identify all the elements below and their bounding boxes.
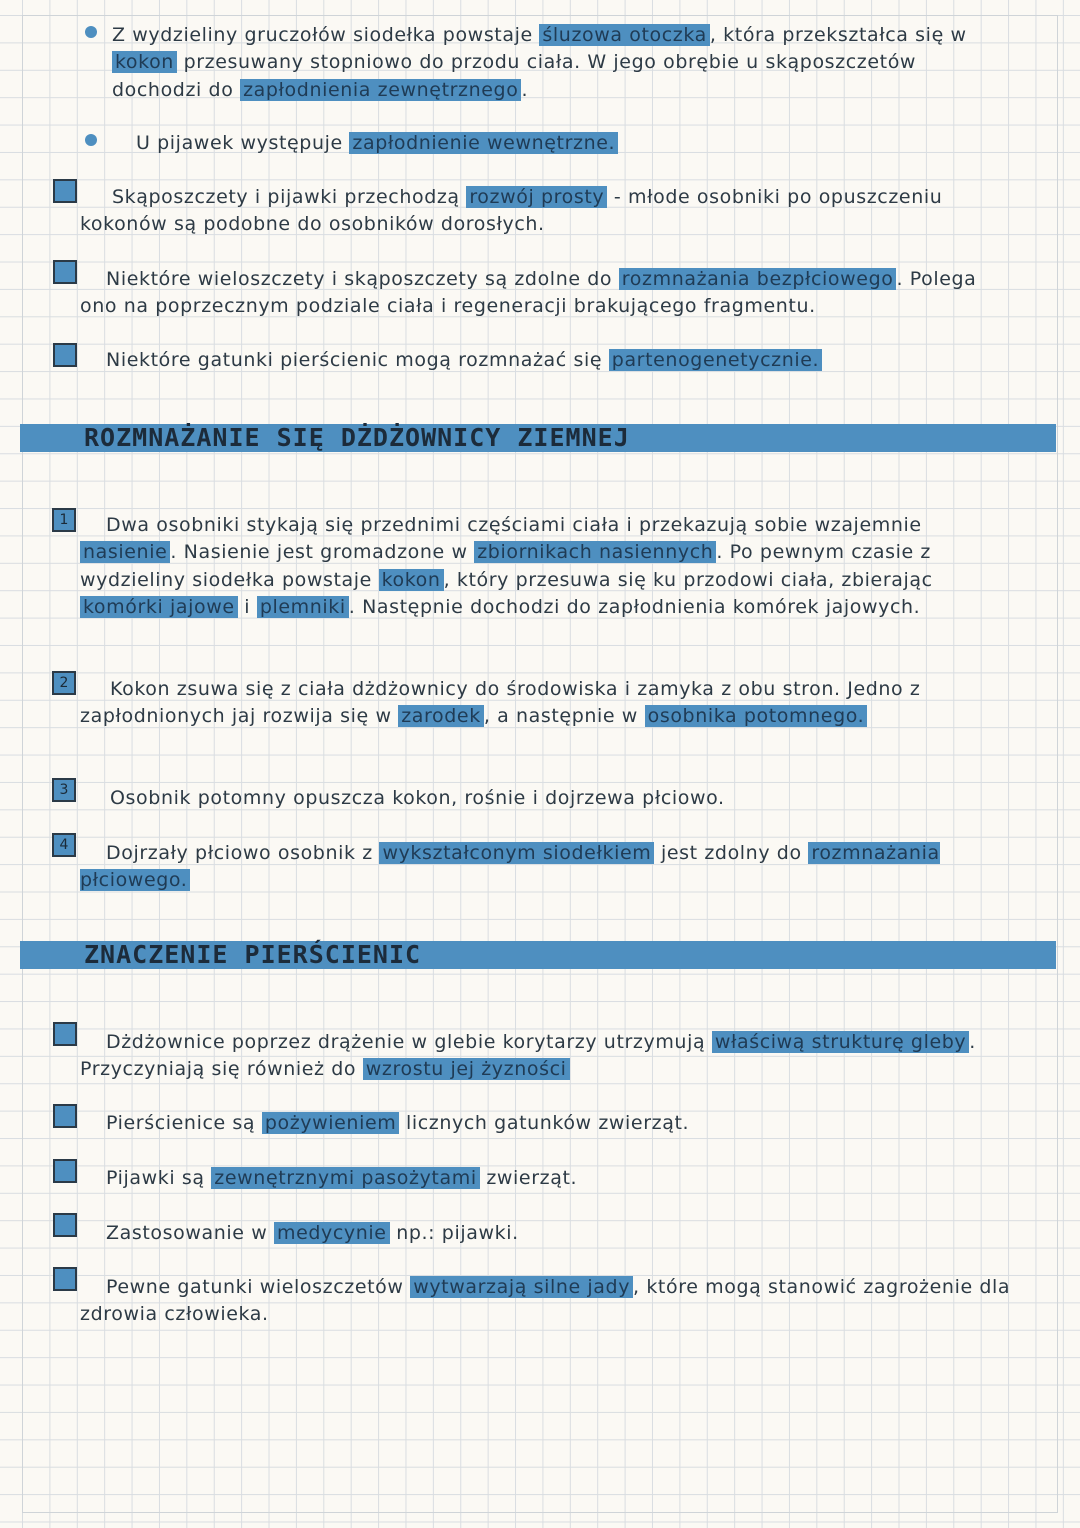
bullet-dot: [85, 134, 97, 146]
text: Niektóre gatunki pierścienic mogą rozmnażać się: [106, 349, 609, 371]
text: . Polega ono na poprzecznym podziale ciała i regeneracji brakującego fragmentu.: [80, 268, 977, 318]
text: , która przekształca się w: [709, 24, 967, 46]
checkbox-square: [53, 1267, 77, 1291]
checkbox-square: [53, 1104, 77, 1128]
text: .: [521, 78, 529, 101]
highlight: rozmnażania płciowego.: [80, 842, 940, 892]
intro-paragraph-4: [80, 266, 1020, 321]
meaning-item-1: [80, 1029, 1020, 1084]
highlight: zarodek: [398, 705, 484, 727]
text: zwierząt.: [479, 1167, 578, 1189]
text: np.: pijawki.: [389, 1222, 519, 1244]
intro-paragraph-5: [106, 347, 1046, 374]
checkbox-square: [53, 1213, 77, 1237]
text: Osobnik potomny opuszcza kokon, rośnie i dojrzewa płciowo.: [110, 787, 725, 809]
text: Pijawki są: [106, 1167, 212, 1189]
highlight: rozmnażania bezpłciowego: [619, 268, 897, 290]
step-number-box: 4: [52, 833, 76, 857]
text: Skąposzczety i pijawki przechodzą: [112, 186, 467, 208]
highlight: kokon: [379, 569, 444, 591]
intro-paragraph-1: [112, 22, 1012, 104]
checkbox-square: [53, 1022, 77, 1046]
text: Dżdżownice poprzez drążenie w glebie korytarzy utrzymują: [106, 1031, 712, 1053]
highlight: osobnika potomnego.: [645, 705, 868, 727]
text: . Po pewnym czasie z wydzieliny siodełka powstaje: [80, 541, 931, 591]
meaning-item-4: [106, 1220, 1046, 1247]
step-number-box: 3: [52, 778, 76, 802]
text: Pierścienice są: [106, 1112, 262, 1134]
text: Dwa osobniki stykają się przednimi częściami ciała i przekazują sobie wzajemnie: [106, 514, 922, 536]
text: Kokon zsuwa się z ciała dżdżownicy do środowiska i zamyka z obu stron. Jedno z zapłodnionych jaj rozwija się w: [80, 678, 921, 728]
text: Dojrzały płciowo osobnik z: [106, 842, 380, 864]
checkbox-square: [53, 1159, 77, 1183]
text: , a następnie w: [483, 705, 645, 728]
highlight: zewnętrznymi pasożytami: [211, 1167, 479, 1189]
meaning-item-3: [106, 1165, 1046, 1192]
text: licznych gatunków zwierząt.: [399, 1112, 690, 1134]
text: . Przyczyniają się również do: [80, 1031, 976, 1081]
highlight: właściwą strukturę gleby: [712, 1031, 969, 1053]
text: Niektóre wieloszczety i skąposzczety są zdolne do: [106, 268, 619, 290]
text: Zastosowanie w: [106, 1222, 274, 1244]
step-number-box: 2: [52, 671, 76, 695]
highlight: plemniki: [257, 596, 349, 618]
step-1-text: [80, 512, 1020, 622]
highlight: zapłodnienia zewnętrznego: [240, 79, 521, 101]
highlight: kokon: [112, 51, 177, 73]
text: , który przesuwa się ku przodowi ciała, zbierając: [443, 568, 933, 591]
text: jest zdolny do: [654, 842, 809, 864]
text: Pewne gatunki wieloszczetów: [106, 1276, 411, 1298]
highlight: medycynie: [274, 1222, 390, 1244]
highlight: zbiornikach nasiennych: [474, 541, 716, 563]
meaning-item-5: [80, 1274, 1020, 1329]
highlight: pożywieniem: [262, 1112, 400, 1134]
highlight: rozwój prosty: [466, 186, 607, 208]
text: i: [237, 596, 257, 619]
highlight: wykształconym siodełkiem: [379, 842, 654, 864]
text: Z wydzieliny gruczołów siodełka powstaje: [112, 24, 540, 46]
bullet-dot: [85, 26, 97, 38]
highlight: zapłodnienie wewnętrzne.: [349, 132, 618, 154]
highlight: wzrostu jej żyzności: [363, 1058, 570, 1080]
text: . Następnie dochodzi do zapłodnienia komórek jajowych.: [348, 596, 921, 619]
text: . Nasienie jest gromadzone w: [170, 541, 475, 564]
text: przesuwany stopniowo do przodu ciała. W jego obrębie u skąposzczetów dochodzi do: [112, 51, 917, 101]
text: U pijawek występuje: [136, 132, 350, 154]
intro-paragraph-3: [80, 184, 1020, 239]
step-3-text: [110, 785, 1050, 812]
highlight: komórki jajowe: [80, 596, 238, 618]
checkbox-square: [53, 343, 77, 367]
section-heading-reproduction: ROZMNAŻANIE SIĘ DŻDŻOWNICY ZIEMNEJ: [20, 424, 1056, 452]
highlight: nasienie: [80, 541, 170, 563]
intro-paragraph-2: [136, 130, 1076, 157]
highlight: partenogenetycznie.: [609, 349, 822, 371]
checkbox-square: [53, 260, 77, 284]
step-2-text: [80, 676, 1020, 731]
highlight: wytwarzają silne jady: [410, 1276, 633, 1298]
meaning-item-2: [106, 1110, 1046, 1137]
text: , które mogą stanowić zagrożenie dla zdrowia człowieka.: [80, 1276, 1011, 1326]
checkbox-square: [53, 179, 77, 203]
section-heading-meaning: ZNACZENIE PIERŚCIENIC: [20, 941, 1056, 969]
step-4-text: [80, 840, 1020, 895]
highlight: śluzowa otoczka: [539, 24, 709, 46]
step-number-box: 1: [52, 508, 76, 532]
text: - młode osobniki po opuszczeniu kokonów są podobne do osobników dorosłych.: [80, 186, 943, 236]
